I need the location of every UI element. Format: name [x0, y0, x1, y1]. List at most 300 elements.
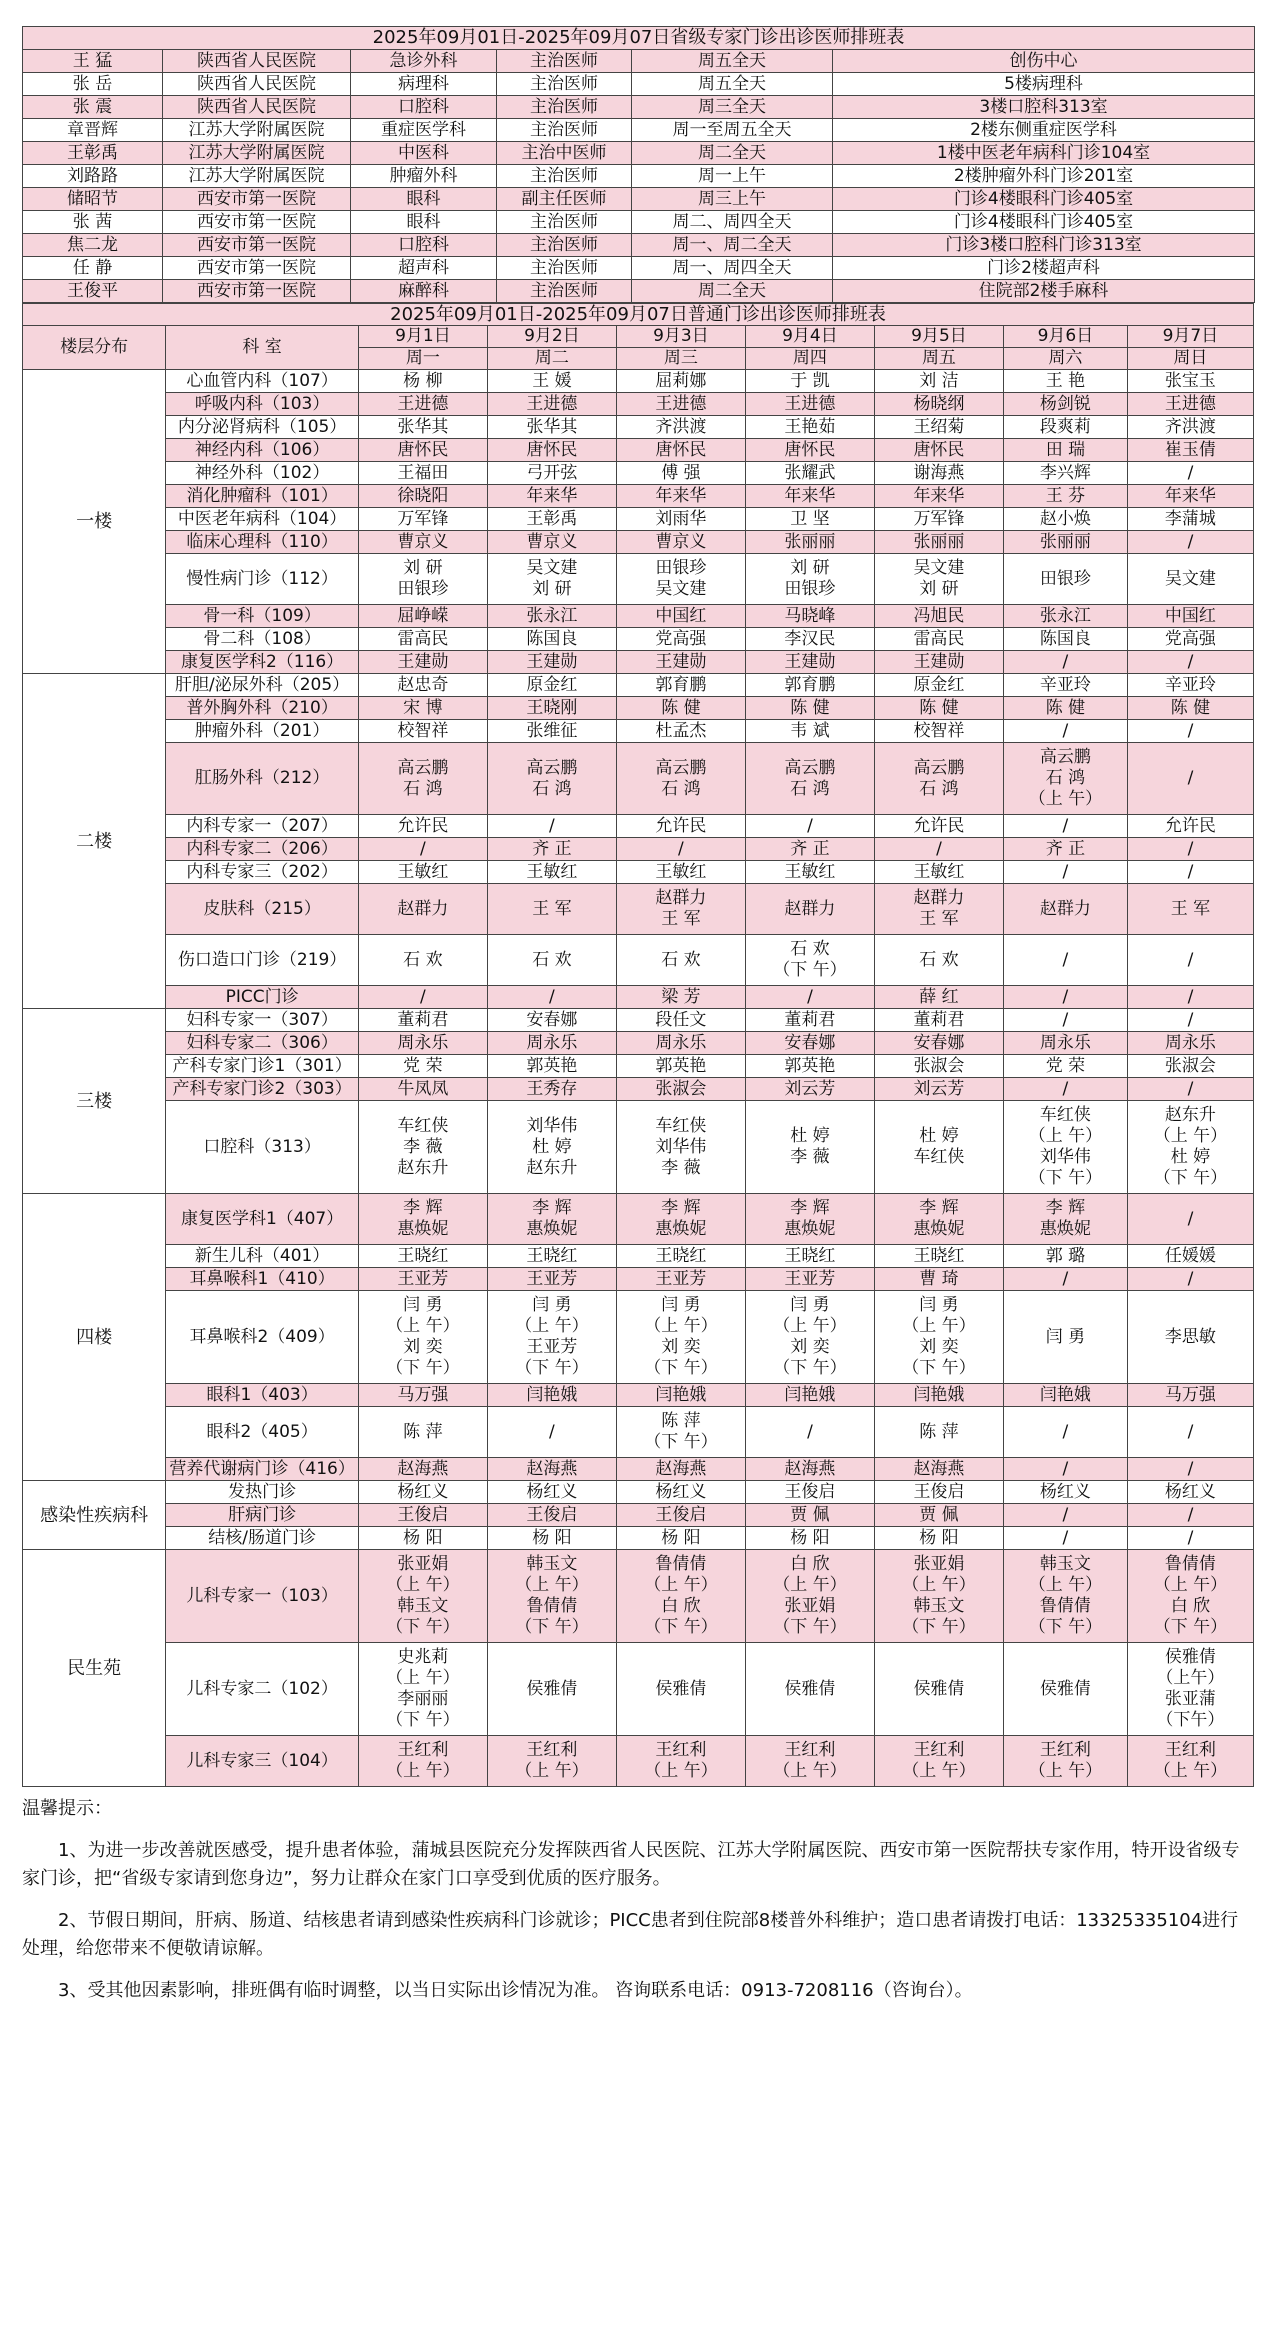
- weekday-header: 周三: [616, 348, 745, 370]
- schedule-row: [23, 1101, 1254, 1194]
- doctor-cell: 陈 健: [745, 697, 874, 720]
- dept-label: 结核/肠道门诊: [166, 1527, 359, 1550]
- dept-label: 心血管内科（107）: [166, 370, 359, 393]
- doctor-cell: 赵群力 王 军: [874, 884, 1003, 935]
- doctor-cell: 杨红义: [358, 1481, 487, 1504]
- dept-label: 发热门诊: [166, 1481, 359, 1504]
- doctor-cell: /: [1003, 986, 1127, 1009]
- doctor-cell: /: [1003, 1458, 1127, 1481]
- schedule-row: [23, 1643, 1254, 1736]
- doctor-cell: 宋 博: [358, 697, 487, 720]
- expert-title-cell: 主治医师: [497, 211, 632, 234]
- doctor-cell: 石 欢 （下 午）: [745, 935, 874, 986]
- schedule-row: [23, 1458, 1254, 1481]
- doctor-cell: 鲁倩倩 （上 午） 白 欣 （下 午）: [616, 1550, 745, 1643]
- doctor-cell: 李 辉 惠焕妮: [487, 1194, 616, 1245]
- doctor-cell: 王俊启: [745, 1481, 874, 1504]
- doctor-cell: 陈 健: [616, 697, 745, 720]
- doctor-cell: 王建勋: [616, 651, 745, 674]
- doctor-cell: 王红利 （上 午）: [745, 1736, 874, 1787]
- doctor-cell: 年来华: [1127, 485, 1253, 508]
- doctor-cell: 张耀武: [745, 462, 874, 485]
- doctor-cell: 吴文建 刘 研: [487, 554, 616, 605]
- doctor-cell: 王晓红: [616, 1245, 745, 1268]
- doctor-cell: /: [1127, 986, 1253, 1009]
- doctor-cell: 王晓红: [745, 1245, 874, 1268]
- weekday-header: 周二: [487, 348, 616, 370]
- date-header: 9月7日: [1127, 326, 1253, 348]
- expert-row: [23, 234, 1255, 257]
- note-item: 2、节假日期间，肝病、肠道、结核患者请到感染性疾病科门诊就诊；PICC患者到住院部8楼普外科维护；造口患者请拨打电话：13325335104进行处理，给您带来不便敬请谅解。: [22, 1910, 1239, 1959]
- doctor-cell: 安春娜: [487, 1009, 616, 1032]
- doctor-cell: 雷高民: [874, 628, 1003, 651]
- expert-title-cell: 主治医师: [497, 96, 632, 119]
- doctor-cell: 王俊启: [874, 1481, 1003, 1504]
- doctor-cell: 李兴辉: [1003, 462, 1127, 485]
- doctor-cell: 杨红义: [616, 1481, 745, 1504]
- doctor-cell: 薛 红: [874, 986, 1003, 1009]
- schedule-row: [23, 743, 1254, 815]
- weekday-header: 周日: [1127, 348, 1253, 370]
- doctor-cell: 万军锋: [874, 508, 1003, 531]
- doctor-cell: 杨 阳: [874, 1527, 1003, 1550]
- doctor-cell: 党 荣: [358, 1055, 487, 1078]
- doctor-cell: 赵海燕: [874, 1458, 1003, 1481]
- doctor-cell: 杨 阳: [745, 1527, 874, 1550]
- doctor-cell: 辛亚玲: [1003, 674, 1127, 697]
- doctor-cell: /: [358, 838, 487, 861]
- dept-label: PICC门诊: [166, 986, 359, 1009]
- doctor-cell: /: [1127, 935, 1253, 986]
- doctor-cell: 唐怀民: [358, 439, 487, 462]
- doctor-cell: /: [1127, 1504, 1253, 1527]
- doctor-cell: 杨红义: [1003, 1481, 1127, 1504]
- doctor-cell: 陈 健: [1127, 697, 1253, 720]
- doctor-cell: 齐 正: [487, 838, 616, 861]
- doctor-cell: 王彰禹: [487, 508, 616, 531]
- doctor-cell: 王建勋: [745, 651, 874, 674]
- doctor-cell: 郭英艳: [745, 1055, 874, 1078]
- doctor-cell: 石 欢: [487, 935, 616, 986]
- doctor-cell: 王亚芳: [487, 1268, 616, 1291]
- doctor-cell: 郭育鹏: [745, 674, 874, 697]
- doctor-cell: 王建勋: [874, 651, 1003, 674]
- doctor-cell: 王建勋: [358, 651, 487, 674]
- doctor-cell: 刘 洁: [874, 370, 1003, 393]
- dept-column-header: 科 室: [166, 326, 359, 370]
- doctor-cell: 辛亚玲: [1127, 674, 1253, 697]
- doctor-cell: 刘云芳: [745, 1078, 874, 1101]
- dept-label: 康复医学科1（407）: [166, 1194, 359, 1245]
- doctor-cell: /: [1127, 1009, 1253, 1032]
- doctor-cell: 王亚芳: [616, 1268, 745, 1291]
- schedule-row: [23, 1009, 1254, 1032]
- expert-location-cell: 2楼东侧重症医学科: [833, 119, 1255, 142]
- doctor-cell: 侯雅倩: [874, 1643, 1003, 1736]
- doctor-cell: 万军锋: [358, 508, 487, 531]
- dept-label: 康复医学科2（116）: [166, 651, 359, 674]
- doctor-cell: 侯雅倩 （上午） 张亚蒲 （下午）: [1127, 1643, 1253, 1736]
- doctor-cell: 车红侠 李 薇 赵东升: [358, 1101, 487, 1194]
- expert-location-cell: 5楼病理科: [833, 73, 1255, 96]
- doctor-cell: 张丽丽: [1003, 531, 1127, 554]
- doctor-cell: 杨 阳: [358, 1527, 487, 1550]
- doctor-cell: 董莉君: [358, 1009, 487, 1032]
- expert-row: [23, 280, 1255, 303]
- expert-hospital-name-cell: 陕西省人民医院: [163, 96, 351, 119]
- doctor-cell: 赵海燕: [745, 1458, 874, 1481]
- dept-label: 儿科专家一（103）: [166, 1550, 359, 1643]
- general-table-title: 2025年09月01日-2025年09月07日普通门诊出诊医师排班表: [23, 304, 1254, 326]
- doctor-cell: 允许民: [358, 815, 487, 838]
- expert-hospital-name-cell: 西安市第一医院: [163, 257, 351, 280]
- doctor-cell: 马万强: [1127, 1384, 1253, 1407]
- doctor-cell: /: [1127, 462, 1253, 485]
- doctor-cell: 陈 健: [874, 697, 1003, 720]
- schedule-row: [23, 1384, 1254, 1407]
- doctor-cell: 郭育鹏: [616, 674, 745, 697]
- doctor-cell: 周永乐: [1127, 1032, 1253, 1055]
- expert-department-cell: 麻醉科: [351, 280, 497, 303]
- doctor-cell: 闫艳娥: [616, 1384, 745, 1407]
- schedule-row: [23, 986, 1254, 1009]
- expert-schedule-cell: 周五全天: [632, 73, 833, 96]
- doctor-cell: 党高强: [616, 628, 745, 651]
- schedule-row: [23, 605, 1254, 628]
- doctor-cell: 侯雅倩: [487, 1643, 616, 1736]
- doctor-cell: 李 辉 惠焕妮: [358, 1194, 487, 1245]
- floor-label: 二楼: [23, 674, 166, 1009]
- doctor-cell: 赵海燕: [358, 1458, 487, 1481]
- doctor-cell: /: [1127, 1527, 1253, 1550]
- doctor-cell: 石 欢: [616, 935, 745, 986]
- schedule-row: [23, 1194, 1254, 1245]
- expert-schedule-cell: 周一至周五全天: [632, 119, 833, 142]
- dept-label: 肿瘤外科（201）: [166, 720, 359, 743]
- doctor-cell: 韩玉文 （上 午） 鲁倩倩 （下 午）: [1003, 1550, 1127, 1643]
- expert-location-cell: 1楼中医老年病科门诊104室: [833, 142, 1255, 165]
- schedule-row: [23, 628, 1254, 651]
- doctor-cell: 王俊启: [487, 1504, 616, 1527]
- date-header: 9月2日: [487, 326, 616, 348]
- expert-row: [23, 50, 1255, 73]
- doctor-cell: 吴文建: [1127, 554, 1253, 605]
- schedule-row: [23, 1407, 1254, 1458]
- doctor-cell: /: [487, 815, 616, 838]
- expert-hospital-name-cell: 西安市第一医院: [163, 188, 351, 211]
- doctor-cell: 闫 勇: [1003, 1291, 1127, 1384]
- expert-location-cell: 住院部2楼手麻科: [833, 280, 1255, 303]
- schedule-row: [23, 531, 1254, 554]
- expert-location-cell: 3楼口腔科313室: [833, 96, 1255, 119]
- expert-location-cell: 2楼肿瘤外科门诊201室: [833, 165, 1255, 188]
- doctor-cell: 田 瑞: [1003, 439, 1127, 462]
- doctor-cell: 杨红义: [1127, 1481, 1253, 1504]
- doctor-cell: 马晓峰: [745, 605, 874, 628]
- dept-label: 耳鼻喉科2（409）: [166, 1291, 359, 1384]
- schedule-row: [23, 674, 1254, 697]
- doctor-cell: 徐晓阳: [358, 485, 487, 508]
- schedule-row: [23, 697, 1254, 720]
- expert-doctor-name-cell: 王俊平: [23, 280, 163, 303]
- expert-title-cell: 副主任医师: [497, 188, 632, 211]
- doctor-cell: 傅 强: [616, 462, 745, 485]
- doctor-cell: 王敏红: [487, 861, 616, 884]
- doctor-cell: 党高强: [1127, 628, 1253, 651]
- dept-label: 内科专家三（202）: [166, 861, 359, 884]
- doctor-cell: 王 艳: [1003, 370, 1127, 393]
- doctor-cell: /: [358, 986, 487, 1009]
- expert-schedule-cell: 周二全天: [632, 280, 833, 303]
- weekday-header: 周六: [1003, 348, 1127, 370]
- dept-label: 骨二科（108）: [166, 628, 359, 651]
- dept-label: 伤口造口门诊（219）: [166, 935, 359, 986]
- doctor-cell: 王绍菊: [874, 416, 1003, 439]
- doctor-cell: 中国红: [616, 605, 745, 628]
- doctor-cell: 弓开弦: [487, 462, 616, 485]
- schedule-row: [23, 485, 1254, 508]
- schedule-row: [23, 393, 1254, 416]
- schedule-row: [23, 1550, 1254, 1643]
- date-header: 9月6日: [1003, 326, 1127, 348]
- doctor-cell: 曹京义: [487, 531, 616, 554]
- schedule-row: [23, 1032, 1254, 1055]
- doctor-cell: 陈 萍: [874, 1407, 1003, 1458]
- doctor-cell: 刘 研 田银珍: [358, 554, 487, 605]
- expert-schedule-cell: 周二全天: [632, 142, 833, 165]
- dept-label: 普外胸外科（210）: [166, 697, 359, 720]
- dept-label: 耳鼻喉科1（410）: [166, 1268, 359, 1291]
- floor-label: 三楼: [23, 1009, 166, 1194]
- doctor-cell: /: [745, 815, 874, 838]
- doctor-cell: /: [1127, 1268, 1253, 1291]
- doctor-cell: 王艳茹: [745, 416, 874, 439]
- doctor-cell: 张淑会: [1127, 1055, 1253, 1078]
- doctor-cell: 陈 萍: [358, 1407, 487, 1458]
- doctor-cell: /: [487, 986, 616, 1009]
- doctor-cell: 年来华: [487, 485, 616, 508]
- doctor-cell: 周永乐: [487, 1032, 616, 1055]
- doctor-cell: 唐怀民: [487, 439, 616, 462]
- expert-hospital-name-cell: 陕西省人民医院: [163, 73, 351, 96]
- dept-label: 肝病门诊: [166, 1504, 359, 1527]
- doctor-cell: 赵群力 王 军: [616, 884, 745, 935]
- doctor-cell: 齐 正: [1003, 838, 1127, 861]
- doctor-cell: 于 凯: [745, 370, 874, 393]
- expert-department-cell: 口腔科: [351, 234, 497, 257]
- doctor-cell: 陈国良: [1003, 628, 1127, 651]
- doctor-cell: 王敏红: [616, 861, 745, 884]
- doctor-cell: 赵忠奇: [358, 674, 487, 697]
- expert-doctor-name-cell: 刘路路: [23, 165, 163, 188]
- doctor-cell: 陈 萍 （下 午）: [616, 1407, 745, 1458]
- doctor-cell: 郭英艳: [616, 1055, 745, 1078]
- expert-schedule-cell: 周五全天: [632, 50, 833, 73]
- dept-label: 皮肤科（215）: [166, 884, 359, 935]
- doctor-cell: 牛凤凤: [358, 1078, 487, 1101]
- dept-label: 内科专家二（206）: [166, 838, 359, 861]
- expert-row: [23, 188, 1255, 211]
- dept-label: 骨一科（109）: [166, 605, 359, 628]
- doctor-cell: 崔玉倩: [1127, 439, 1253, 462]
- expert-schedule-cell: 周一、周四全天: [632, 257, 833, 280]
- doctor-cell: 允许民: [874, 815, 1003, 838]
- expert-hospital-name-cell: 江苏大学附属医院: [163, 119, 351, 142]
- doctor-cell: 张丽丽: [745, 531, 874, 554]
- doctor-cell: 张淑会: [874, 1055, 1003, 1078]
- dept-label: 中医老年病科（104）: [166, 508, 359, 531]
- doctor-cell: 王进德: [358, 393, 487, 416]
- doctor-cell: /: [1003, 1009, 1127, 1032]
- doctor-cell: 唐怀民: [874, 439, 1003, 462]
- schedule-row: [23, 935, 1254, 986]
- dept-label: 眼科1（403）: [166, 1384, 359, 1407]
- doctor-cell: 王晓红: [487, 1245, 616, 1268]
- doctor-cell: /: [745, 986, 874, 1009]
- dept-label: 妇科专家二（306）: [166, 1032, 359, 1055]
- doctor-cell: /: [1003, 935, 1127, 986]
- note-item: 1、为进一步改善就医感受，提升患者体验，蒲城县医院充分发挥陕西省人民医院、江苏大学附属医院、西安市第一医院帮扶专家作用，特开设省级专家门诊，把“省级专家请到您身边”，努力让群众在家门口享受到优质的医疗服务。: [22, 1840, 1240, 1889]
- expert-department-cell: 口腔科: [351, 96, 497, 119]
- dept-label: 肝胆/泌尿外科（205）: [166, 674, 359, 697]
- doctor-cell: /: [1127, 720, 1253, 743]
- doctor-cell: /: [1127, 1407, 1253, 1458]
- floor-column-header: 楼层分布: [23, 326, 166, 370]
- doctor-cell: 贾 佩: [874, 1504, 1003, 1527]
- doctor-cell: 张华其: [358, 416, 487, 439]
- expert-doctor-name-cell: 王 猛: [23, 50, 163, 73]
- doctor-cell: /: [1127, 651, 1253, 674]
- doctor-cell: 董莉君: [874, 1009, 1003, 1032]
- doctor-cell: 王红利 （上 午）: [1003, 1736, 1127, 1787]
- expert-doctor-name-cell: 王彰禹: [23, 142, 163, 165]
- doctor-cell: 闫 勇 （上 午） 刘 奕 （下 午）: [358, 1291, 487, 1384]
- expert-row: [23, 211, 1255, 234]
- doctor-cell: 卫 坚: [745, 508, 874, 531]
- doctor-cell: 唐怀民: [616, 439, 745, 462]
- doctor-cell: 王建勋: [487, 651, 616, 674]
- doctor-cell: 贾 佩: [745, 1504, 874, 1527]
- doctor-cell: /: [1003, 720, 1127, 743]
- doctor-cell: 王亚芳: [745, 1268, 874, 1291]
- notes-heading: 温馨提示：: [22, 1798, 112, 1819]
- doctor-cell: 王敏红: [745, 861, 874, 884]
- expert-doctor-name-cell: 张 震: [23, 96, 163, 119]
- doctor-cell: 曹京义: [358, 531, 487, 554]
- doctor-cell: 刘华伟 杜 婷 赵东升: [487, 1101, 616, 1194]
- doctor-cell: 周永乐: [358, 1032, 487, 1055]
- doctor-cell: 杨 阳: [616, 1527, 745, 1550]
- expert-department-cell: 急诊外科: [351, 50, 497, 73]
- doctor-cell: 史兆莉 （上 午） 李丽丽 （下 午）: [358, 1643, 487, 1736]
- doctor-cell: 年来华: [616, 485, 745, 508]
- expert-department-cell: 肿瘤外科: [351, 165, 497, 188]
- doctor-cell: 韩玉文 （上 午） 鲁倩倩 （下 午）: [487, 1550, 616, 1643]
- doctor-cell: 闫 勇 （上 午） 刘 奕 （下 午）: [874, 1291, 1003, 1384]
- doctor-cell: 王进德: [745, 393, 874, 416]
- doctor-cell: 李 辉 惠焕妮: [745, 1194, 874, 1245]
- expert-hospital-name-cell: 江苏大学附属医院: [163, 142, 351, 165]
- doctor-cell: 刘雨华: [616, 508, 745, 531]
- expert-schedule-cell: 周二、周四全天: [632, 211, 833, 234]
- doctor-cell: /: [1127, 861, 1253, 884]
- expert-department-cell: 中医科: [351, 142, 497, 165]
- doctor-cell: /: [1003, 1078, 1127, 1101]
- doctor-cell: 李思敏: [1127, 1291, 1253, 1384]
- doctor-cell: 唐怀民: [745, 439, 874, 462]
- doctor-cell: 韦 斌: [745, 720, 874, 743]
- doctor-cell: 王晓红: [874, 1245, 1003, 1268]
- doctor-cell: 车红侠 （上 午） 刘华伟 （下 午）: [1003, 1101, 1127, 1194]
- expert-location-cell: 创伤中心: [833, 50, 1255, 73]
- expert-hospital-name-cell: 西安市第一医院: [163, 234, 351, 257]
- doctor-cell: 杜 婷 车红侠: [874, 1101, 1003, 1194]
- dept-label: 儿科专家三（104）: [166, 1736, 359, 1787]
- doctor-cell: /: [1003, 861, 1127, 884]
- doctor-cell: 段爽莉: [1003, 416, 1127, 439]
- expert-schedule-cell: 周三全天: [632, 96, 833, 119]
- doctor-cell: 车红侠 刘华伟 李 薇: [616, 1101, 745, 1194]
- doctor-cell: 李汉民: [745, 628, 874, 651]
- doctor-cell: /: [1127, 1194, 1253, 1245]
- expert-department-cell: 重症医学科: [351, 119, 497, 142]
- date-header: 9月5日: [874, 326, 1003, 348]
- doctor-cell: 高云鹏 石 鸿: [616, 743, 745, 815]
- date-header: 9月1日: [358, 326, 487, 348]
- expert-schedule-cell: 周三上午: [632, 188, 833, 211]
- doctor-cell: 王俊启: [616, 1504, 745, 1527]
- weekday-header: 周四: [745, 348, 874, 370]
- expert-title-cell: 主治中医师: [497, 142, 632, 165]
- schedule-row: [23, 720, 1254, 743]
- doctor-cell: 李 辉 惠焕妮: [1003, 1194, 1127, 1245]
- doctor-cell: 张永江: [487, 605, 616, 628]
- doctor-cell: 郭 璐: [1003, 1245, 1127, 1268]
- doctor-cell: 任媛媛: [1127, 1245, 1253, 1268]
- expert-location-cell: 门诊3楼口腔科门诊313室: [833, 234, 1255, 257]
- doctor-cell: 屈莉娜: [616, 370, 745, 393]
- schedule-row: [23, 1245, 1254, 1268]
- doctor-cell: 周永乐: [1003, 1032, 1127, 1055]
- doctor-cell: 杨晓纲: [874, 393, 1003, 416]
- doctor-cell: 曹 琦: [874, 1268, 1003, 1291]
- schedule-row: [23, 508, 1254, 531]
- doctor-cell: 王 军: [487, 884, 616, 935]
- doctor-cell: 赵海燕: [616, 1458, 745, 1481]
- dept-label: 内科专家一（207）: [166, 815, 359, 838]
- doctor-cell: 赵群力: [1003, 884, 1127, 935]
- doctor-cell: /: [1003, 651, 1127, 674]
- doctor-cell: 李蒲城: [1127, 508, 1253, 531]
- doctor-cell: 校智祥: [874, 720, 1003, 743]
- doctor-cell: 齐 正: [745, 838, 874, 861]
- expert-title-cell: 主治医师: [497, 73, 632, 96]
- doctor-cell: 侯雅倩: [1003, 1643, 1127, 1736]
- expert-schedule-cell: 周一、周二全天: [632, 234, 833, 257]
- schedule-row: [23, 1291, 1254, 1384]
- dept-label: 呼吸内科（103）: [166, 393, 359, 416]
- doctor-cell: /: [1127, 531, 1253, 554]
- dept-label: 临床心理科（110）: [166, 531, 359, 554]
- notes-section: [22, 1795, 1254, 2005]
- schedule-row: [23, 1527, 1254, 1550]
- doctor-cell: 高云鹏 石 鸿: [874, 743, 1003, 815]
- doctor-cell: 允许民: [616, 815, 745, 838]
- doctor-cell: /: [1003, 1268, 1127, 1291]
- doctor-cell: 赵群力: [745, 884, 874, 935]
- dept-label: 眼科2（405）: [166, 1407, 359, 1458]
- doctor-cell: 闫艳娥: [1003, 1384, 1127, 1407]
